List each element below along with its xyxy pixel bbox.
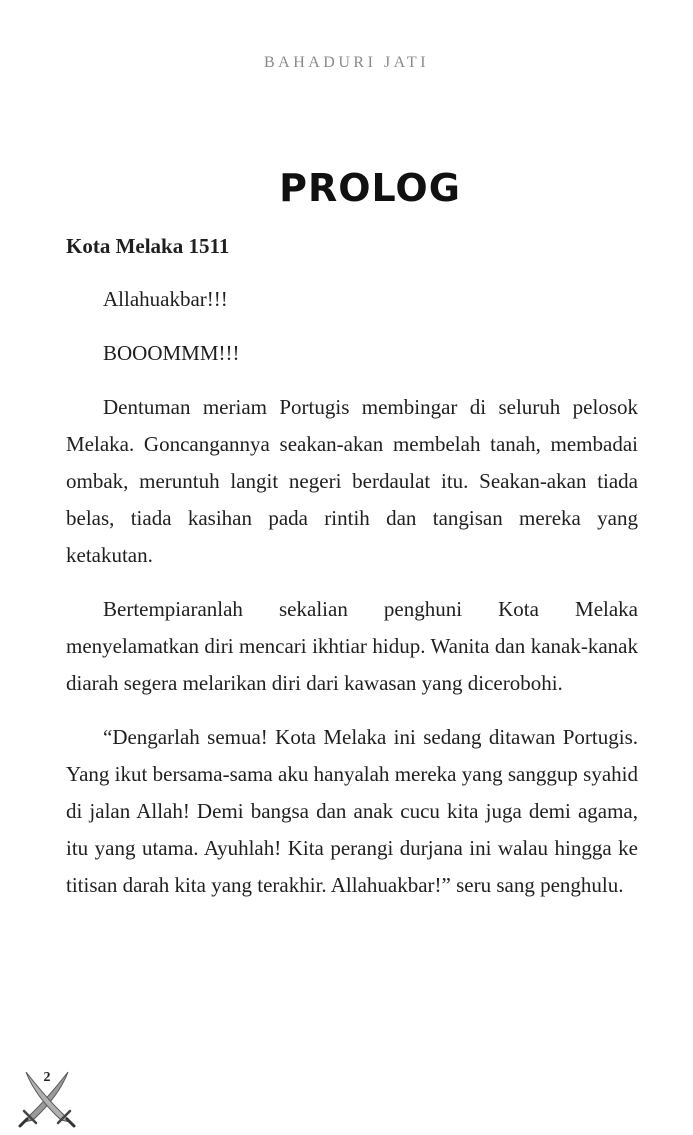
paragraph-3: Dentuman meriam Portugis membingar di seluruh pelosok Melaka. Goncangannya seakan-akan membelah tanah, membadai ombak, meruntuh langit negeri berdaulat itu. Seakan-akan tiada belas, tiada kasihan pada rintih dan tangisan mereka yang ketakutan. — [66, 395, 638, 567]
chapter-title: PROLOG — [279, 166, 461, 210]
paragraph-5: “Dengarlah semua! Kota Melaka ini sedang ditawan Portugis. Yang ikut bersama-sama aku hanyalah mereka yang sanggup syahid di jalan Allah! Demi bangsa dan anak cucu kita juga demi agama, itu yang utama. Ayuhlah! Kita perangi durjana ini walau hingga ke titisan darah kita yang terakhir. Allahuakbar!” seru sang penghulu. — [66, 725, 638, 897]
paragraph-4: Bertempiaranlah sekalian penghuni Kota Melaka menyelamatkan diri mencari ikhtiar hidup. Wanita dan kanak-kanak diarah segera melarikan diri dari kawasan yang dicerobohi. — [66, 597, 638, 695]
running-header: BAHADURI JATI — [263, 54, 430, 71]
section-heading: Kota Melaka 1511 — [66, 234, 230, 258]
paragraph-2: BOOOMMM!!! — [103, 341, 240, 365]
body-text — [66, 228, 638, 921]
paragraph-1: Allahuakbar!!! — [103, 287, 228, 311]
page-number: 2 — [43, 1070, 51, 1085]
page-footer — [16, 1066, 78, 1128]
